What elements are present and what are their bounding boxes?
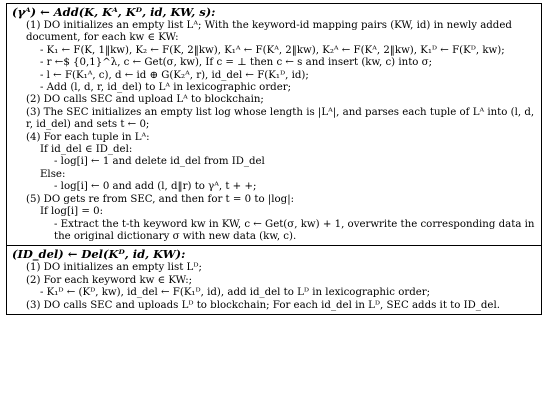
add-step-4: (4) For each tuple in Lᴬ:: [26, 131, 150, 143]
add-step-3: (3) The SEC initializes an empty list log whose length is |Lᴬ|, and parses each tuple of Lᴬ into (l, d, r, id_del) and sets t ← 0;: [26, 106, 535, 131]
add-step-1-append: - Add (l, d, r, id_del) to Lᴬ in lexicographic order;: [40, 82, 292, 94]
add-step-5: (5) DO gets re from SEC, and then for t = 0 to |log|:: [26, 193, 295, 205]
add-step-1-keys: - K₁ ← F(K, 1‖kw), K₂ ← F(K, 2‖kw), K₁ᴬ ← F(Kᴬ, 2‖kw), K₂ᴬ ← F(Kᴬ, 2‖kw), K₁ᴰ ← F(Kᴰ, kw);: [40, 44, 505, 56]
add-step-1-compute: - l ← F(K₁ᴬ, c), d ← id ⊕ G(K₂ᴬ, r), id_del ← F(K₁ᴰ, id);: [40, 69, 309, 81]
add-step-5-if: If log[i] = 0:: [40, 206, 104, 218]
add-step-1: (1) DO initializes an empty list Lᴬ; With the keyword-id mapping pairs (KW, id) in newly added document, for each kw ∈ KW:: [26, 20, 512, 44]
del-step-3: (3) DO calls SEC and uploads Lᴰ to blockchain; For each id_del in Lᴰ, SEC adds it to ID_del.: [26, 299, 500, 311]
add-step-2: (2) DO calls SEC and upload Lᴬ to blockchain;: [26, 94, 264, 106]
algorithm-box: [6, 3, 542, 315]
add-step-5-extract: - Extract the t-th keyword kw in KW, c ← Get(σ, kw) + 1, overwrite the corresponding data in the original dictionary σ with new data (kw, c).: [54, 218, 535, 242]
add-procedure: [7, 4, 541, 245]
add-step-1-random: - r ←$ {0,1}^λ, c ← Get(σ, kw), If c = ⊥ then c ← s and insert (kw, c) into σ;: [40, 57, 433, 69]
del-step-2-compute: - K₁ᴰ ← (Kᴰ, kw), id_del ← F(K₁ᴰ, id), add id_del to Lᴰ in lexicographic order;: [40, 287, 431, 299]
del-header: (ID_del) ← Del(Kᴰ, id, KW):: [12, 247, 186, 262]
del-procedure: [7, 245, 541, 314]
add-step-4-if-action: - log[i] ← 1 and delete id_del from ID_del: [54, 156, 265, 168]
del-step-2: (2) For each keyword kw ∈ KW:;: [26, 274, 193, 286]
del-step-1: (1) DO initializes an empty list Lᴰ;: [26, 262, 202, 274]
add-step-4-else-action: - log[i] ← 0 and add (l, d‖r) to γᴬ, t + +;: [54, 181, 257, 193]
add-step-4-else: Else:: [40, 168, 66, 180]
add-step-4-if: If id_del ∈ ID_del:: [40, 144, 133, 156]
add-header: (γᴬ) ← Add(K, Kᴬ, Kᴰ, id, KW, s):: [12, 5, 216, 19]
